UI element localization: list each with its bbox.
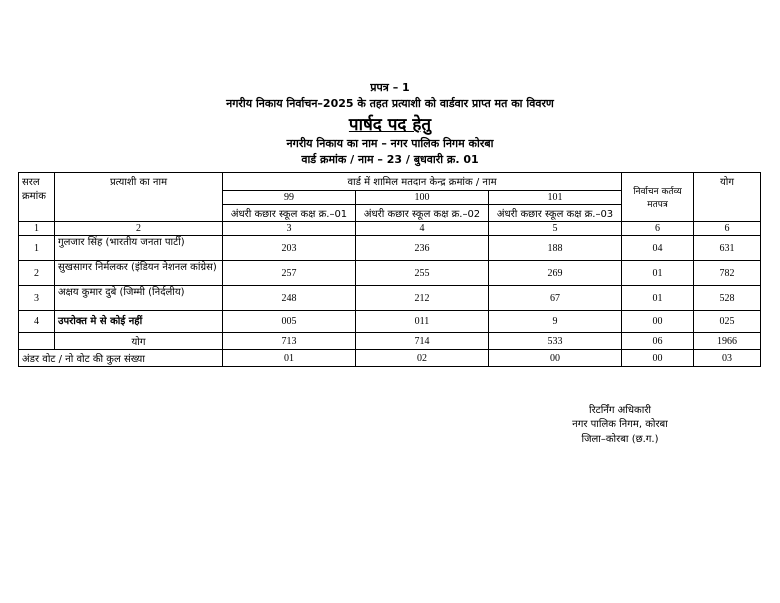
candidate-name: उपरोक्त मे से कोई नहीं (55, 311, 223, 333)
serial-number: 4 (19, 311, 55, 333)
returning-officer-office: नगर पालिक निगम, कोरबा (572, 419, 668, 430)
table-row (19, 286, 761, 311)
column-number: 6 (622, 222, 694, 236)
candidate-name: गुलजार सिंह (भारतीय जनता पार्टी) (55, 236, 223, 261)
column-number: 5 (489, 222, 622, 236)
center-code: 101 (489, 191, 622, 205)
sum-center-99: 713 (223, 333, 356, 350)
votes-center-99: 257 (223, 261, 356, 286)
votes-center-101: 9 (489, 311, 622, 333)
serial-number: 2 (19, 261, 55, 286)
col-total-header: योग (694, 173, 761, 222)
total-votes: 528 (694, 286, 761, 311)
column-number: 3 (223, 222, 356, 236)
sum-center-100: 714 (356, 333, 489, 350)
sum-center-101: 533 (489, 333, 622, 350)
col-candidate-header: प्रत्याशी का नाम (55, 173, 223, 222)
center-name: अंधरी कछार स्कूल कक्ष क्र.–01 (223, 205, 356, 222)
sum-label: योग (55, 333, 223, 350)
returning-officer-title: रिटर्निंग अधिकारी (589, 405, 651, 416)
votes-center-99: 005 (223, 311, 356, 333)
column-number: 4 (356, 222, 489, 236)
total-votes: 025 (694, 311, 761, 333)
total-votes: 782 (694, 261, 761, 286)
under-center-100: 02 (356, 350, 489, 367)
under-vote-row (19, 350, 761, 367)
votes-center-100: 011 (356, 311, 489, 333)
under-center-101: 00 (489, 350, 622, 367)
urban-body-name: नगरीय निकाय का नाम – नगर पालिक निगम कोरबा (286, 137, 494, 150)
center-code: 100 (356, 191, 489, 205)
under-postal: 00 (622, 350, 694, 367)
under-total: 03 (694, 350, 761, 367)
document-subtitle: नगरीय निकाय निर्वाचन–2025 के तहत प्रत्याशी को वार्डवार प्राप्त मत का विवरण (226, 97, 554, 110)
sum-postal: 06 (622, 333, 694, 350)
votes-center-99: 203 (223, 236, 356, 261)
votes-center-100: 212 (356, 286, 489, 311)
sum-total: 1966 (694, 333, 761, 350)
ward-info: वार्ड क्रमांक / नाम – 23 / बुधवारी क्र. 01 (301, 153, 479, 166)
table-row (19, 236, 761, 261)
under-vote-label: अंडर वोट / नो वोट की कुल संख्या (19, 350, 223, 367)
postal-votes: 01 (622, 261, 694, 286)
column-number: 1 (19, 222, 55, 236)
center-code: 99 (223, 191, 356, 205)
table-row (19, 261, 761, 286)
votes-center-100: 236 (356, 236, 489, 261)
returning-officer-district: जिला–कोरबा (छ.ग.) (581, 434, 659, 445)
under-center-99: 01 (223, 350, 356, 367)
column-number-row (19, 222, 761, 236)
votes-center-101: 269 (489, 261, 622, 286)
serial-number: 3 (19, 286, 55, 311)
table-row (19, 311, 761, 333)
votes-center-101: 67 (489, 286, 622, 311)
serial-number: 1 (19, 236, 55, 261)
results-table (18, 172, 761, 367)
center-name: अंधरी कछार स्कूल कक्ष क्र.–03 (489, 205, 622, 222)
postal-votes: 04 (622, 236, 694, 261)
col-centers-header: वार्ड में शामिल मतदान केन्द्र क्रमांक / नाम (223, 173, 622, 191)
postal-votes: 01 (622, 286, 694, 311)
sum-row (19, 333, 761, 350)
column-number: 6 (694, 222, 761, 236)
col-serial-header: सरल क्रमांक (19, 173, 55, 222)
form-number: प्रपत्र – 1 (370, 81, 410, 94)
post-title: पार्षद पद हेतु (348, 115, 432, 135)
candidate-name: अक्षय कुमार दुबे (जिम्मी (निर्दलीय) (55, 286, 223, 311)
col-postal-header: निर्वाचन कर्तव्य मतपत्र (622, 173, 694, 222)
candidate-name: सुखसागर निर्मलकर (इंडियन नेशनल कांग्रेस) (55, 261, 223, 286)
center-name: अंधरी कछार स्कूल कक्ष क्र.–02 (356, 205, 489, 222)
postal-votes: 00 (622, 311, 694, 333)
column-number: 2 (55, 222, 223, 236)
total-votes: 631 (694, 236, 761, 261)
votes-center-101: 188 (489, 236, 622, 261)
votes-center-100: 255 (356, 261, 489, 286)
votes-center-99: 248 (223, 286, 356, 311)
